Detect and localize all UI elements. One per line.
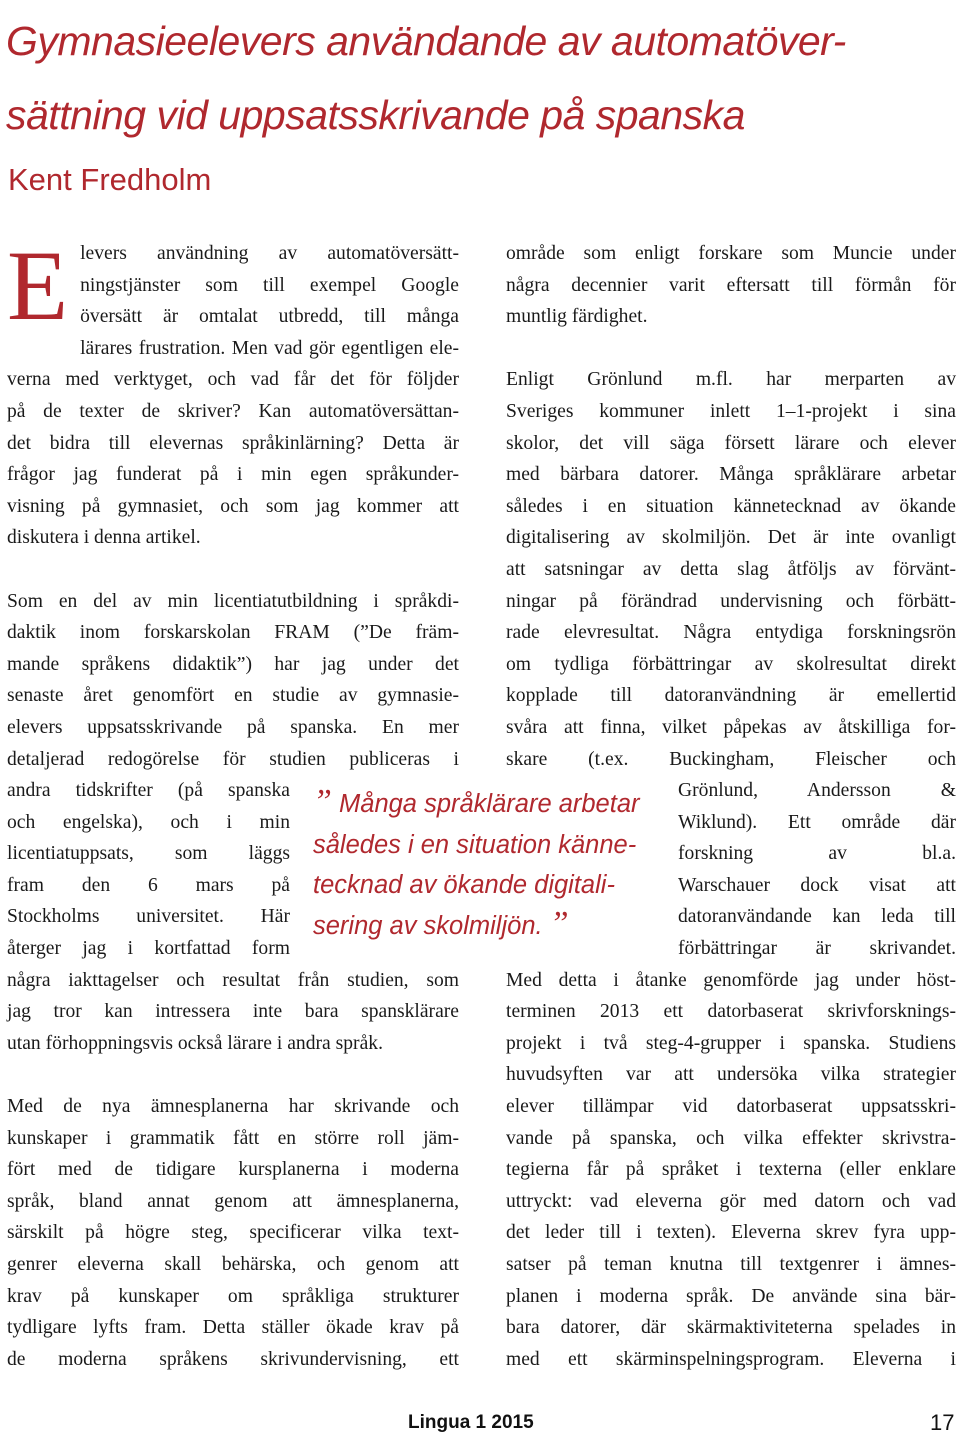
text-line: planen i moderna språk. De använde sina bär- <box>506 1285 956 1307</box>
text-line: terminen 2013 ett datorbaserat skrivforsknings- <box>506 1001 956 1023</box>
text-line: kopplade till datoranvändning är emellertid <box>506 685 956 707</box>
text-line: förbättringar är skrivandet. <box>678 938 956 960</box>
paragraph-intro <box>7 230 459 554</box>
text-line: Wiklund). Ett område där <box>678 811 956 833</box>
text-line: med bärbara datorer. Många språklärare arbetar <box>506 464 956 486</box>
text-line: ningar på förändrad undervisning och förbätt- <box>506 590 956 612</box>
text-line: ningstjänster som till exempel Google <box>80 274 459 296</box>
text-line: således i en situation kännetecknad av ökande <box>506 495 956 517</box>
text-line: muntlig färdighet. <box>506 306 648 328</box>
text-line: datoranvändande kan leda till <box>678 906 956 928</box>
text-line: lärares frustration. Men vad gör egentligen ele- <box>80 337 459 359</box>
text-line: visning på gymnasiet, och som jag kommer att <box>7 495 459 517</box>
text-line: licentiatuppsats, som läggs <box>7 843 290 865</box>
paragraph-curriculum <box>7 1091 459 1375</box>
text-line: återger jag i kortfattad form <box>7 938 290 960</box>
pull-quote-line: tecknad av ökande digitali- <box>313 871 615 899</box>
text-line: verna med verktyget, och vad får det för följder <box>7 369 459 391</box>
article-author: Kent Fredholm <box>8 162 212 197</box>
text-line: Sveriges kommuner inlett 1–1-projekt i sina <box>506 400 956 422</box>
text-line: diskutera i denna artikel. <box>7 527 201 549</box>
text-line: kunskaper i grammatik fått en större roll jäm- <box>7 1127 459 1149</box>
close-quote-mark: ” <box>549 904 569 942</box>
text-line: digitalisering av skolmiljön. Det är inte ovanligt <box>506 527 956 549</box>
text-line: satser på teman knutna till textgenrer i ämnes- <box>506 1254 956 1275</box>
text-line: frågor jag funderat på i min egen språkunder- <box>7 464 459 486</box>
text-line: huvudsyften var att undersöka vilka strategier <box>506 1064 956 1086</box>
text-line: bara datorer, där skärmaktiviteterna spelades in <box>506 1317 956 1339</box>
text-line: krav på kunskaper om språkliga strukturer <box>7 1285 459 1307</box>
text-line: Med de nya ämnesplanerna har skrivande och <box>7 1096 459 1118</box>
text-line: andra tidskrifter (på spanska <box>7 780 290 802</box>
text-line: svåra att finna, vilket påpekas av åtskilliga for- <box>506 716 956 738</box>
text-line: tydligare lyfts fram. Detta ställer ökade krav på <box>7 1317 459 1339</box>
paragraph-project <box>506 965 956 1376</box>
title-line: Gymnasieelevers användande av automatöver- <box>6 18 846 64</box>
text-line: om tydliga förbättringar av skolresultat direkt <box>506 653 956 675</box>
text-line: projekt i två steg-4-grupper i spanska. Studiens <box>506 1032 956 1054</box>
text-line: forskning av bl.a. <box>678 843 956 865</box>
pull-quote-line: sering av skolmiljön. ” <box>313 904 569 942</box>
text-line: det leder till i texten). Eleverna skrev fyra upp- <box>506 1222 956 1244</box>
text-line: tegierna får på språket i texterna (eller enklare <box>506 1159 956 1181</box>
text-line: Enligt Grönlund m.fl. har merparten av <box>506 369 956 391</box>
text-line: några decennier varit eftersatt till förmån för <box>506 274 956 296</box>
publication-footer: Lingua 1 2015 <box>408 1412 534 1433</box>
text-line: senaste året genomfört en studie av gymnasie- <box>7 685 459 707</box>
text-line: skare (t.ex. Buckingham, Fleischer och <box>506 748 956 770</box>
text-line: uttryckt: vad eleverna gör med datorn och vad <box>506 1190 956 1212</box>
text-line: mande språkens didaktik”) har jag under det <box>7 653 459 675</box>
title-line: sättning vid uppsatsskrivande på spanska <box>6 92 745 138</box>
text-line: Som en del av min licentiatutbildning i språkdi- <box>7 590 459 612</box>
text-line: detaljerad redogörelse för studien publiceras i <box>7 748 459 770</box>
text-line: på de texter de skriver? Kan automatöversättan- <box>7 400 459 422</box>
text-line: Stockholms universitet. Här <box>7 906 290 928</box>
text-line: med ett skärminspelningsprogram. Eleverna i <box>506 1348 956 1370</box>
text-line: språk, bland annat genom att ämnesplanerna, <box>7 1190 459 1212</box>
text-line: daktik inom forskarskolan FRAM (”De främ- <box>7 622 459 644</box>
text-line: att satsningar av detta slag åtföljs av förvänt- <box>506 558 956 580</box>
drop-cap: E <box>7 230 69 341</box>
text-line: elever tillämpar vid datorbaserat uppsatsskri- <box>506 1096 956 1118</box>
text-line: särskilt på högre steg, specificerar vilka text- <box>7 1222 459 1244</box>
text-line: det bidra till elevernas språkinlärning? Detta är <box>7 432 459 454</box>
text-line: elevers uppsatsskrivande på spanska. En mer <box>7 716 459 738</box>
text-line: genrer eleverna skall behärska, och genom att <box>7 1254 459 1275</box>
text-line: några iakttagelser och resultat från studien, som <box>7 969 459 991</box>
open-quote-mark: ” <box>313 783 332 820</box>
text-line: rade elevresultat. Några entydiga forskningsrön <box>506 622 956 644</box>
text-line: fram den 6 mars på <box>7 874 290 896</box>
text-line: de moderna språkens skrivundervisning, ett <box>7 1348 459 1370</box>
text-line: översätt är omtalat utbredd, till många <box>80 306 459 328</box>
text-line: område som enligt forskare som Muncie under <box>506 243 956 264</box>
article-title <box>6 4 956 152</box>
page-number: 17 <box>930 1410 955 1435</box>
text-line: Grönlund, Andersson & <box>678 780 956 802</box>
text-line: jag tror kan intressera inte bara spansklärare <box>7 1001 459 1023</box>
text-line: Warschauer dock visat att <box>678 874 956 896</box>
text-line: levers användning av automatöversätt- <box>80 243 459 264</box>
pull-quote-line: således i en situation känne- <box>313 830 637 859</box>
pull-quote-line: ” Många språklärare arbetar <box>313 783 640 820</box>
text-line: och engelska), och i min <box>7 811 290 833</box>
text-line: Med detta i åtanke genomförde jag under höst- <box>506 969 956 991</box>
pull-quote <box>313 784 673 946</box>
paragraph-research-gap <box>506 238 956 333</box>
text-line: skolor, det vill säga försett lärare och elever <box>506 432 956 454</box>
text-line: vande på spanska, och vilka effekter skrivstra- <box>506 1127 956 1149</box>
text-line: fört med de tidigare kursplanerna i moderna <box>7 1159 459 1181</box>
text-line: utan förhoppningsvis också lärare i andra språk. <box>7 1032 383 1054</box>
